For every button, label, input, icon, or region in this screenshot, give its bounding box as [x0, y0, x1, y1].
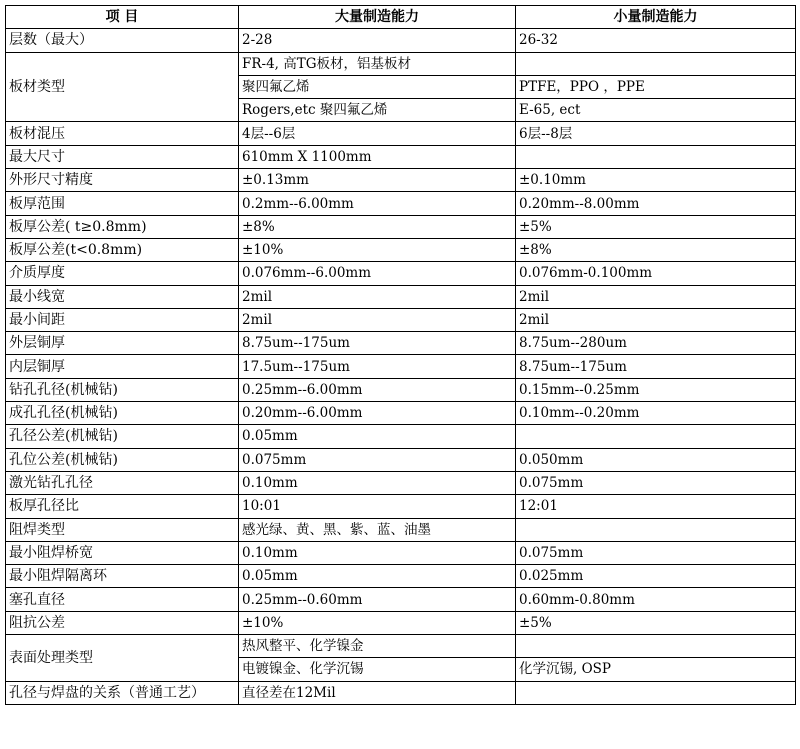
bulk-value: 2mil	[239, 285, 516, 308]
row-label: 外层铜厚	[6, 332, 239, 355]
row-label: 最小阻焊隔离环	[6, 565, 239, 588]
small-value	[516, 52, 796, 75]
small-value: 0.20mm--8.00mm	[516, 192, 796, 215]
table-row	[6, 565, 796, 588]
small-value: ±8%	[516, 238, 796, 261]
small-value: 6层--8层	[516, 122, 796, 145]
bulk-value: 0.25mm--6.00mm	[239, 378, 516, 401]
bulk-value: 10:01	[239, 495, 516, 518]
row-label: 层数（最大）	[6, 29, 239, 52]
row-label: 激光钻孔孔径	[6, 471, 239, 494]
bulk-value: Rogers,etc 聚四氟乙烯	[239, 99, 516, 122]
row-label: 成孔孔径(机械钻)	[6, 402, 239, 425]
header-row	[6, 6, 796, 29]
small-value: 0.10mm--0.20mm	[516, 402, 796, 425]
small-value: E-65, ect	[516, 99, 796, 122]
table-row	[6, 332, 796, 355]
small-value: 0.15mm--0.25mm	[516, 378, 796, 401]
row-label: 内层铜厚	[6, 355, 239, 378]
table-row	[6, 308, 796, 331]
table-row	[6, 29, 796, 52]
bulk-value: ±0.13mm	[239, 169, 516, 192]
table-row	[6, 448, 796, 471]
bulk-value: 610mm X 1100mm	[239, 145, 516, 168]
row-label: 介质厚度	[6, 262, 239, 285]
row-label: 板厚孔径比	[6, 495, 239, 518]
row-label: 最小线宽	[6, 285, 239, 308]
capability-table	[5, 5, 796, 705]
row-label: 板材类型	[6, 52, 239, 122]
small-value: 12:01	[516, 495, 796, 518]
table-row	[6, 145, 796, 168]
small-value: 0.025mm	[516, 565, 796, 588]
small-value	[516, 145, 796, 168]
small-value: ±5%	[516, 611, 796, 634]
table-row	[6, 518, 796, 541]
table-row	[6, 378, 796, 401]
row-label: 孔径公差(机械钻)	[6, 425, 239, 448]
bulk-value: 0.05mm	[239, 425, 516, 448]
table-row	[6, 355, 796, 378]
bulk-value: 17.5um--175um	[239, 355, 516, 378]
bulk-value: 4层--6层	[239, 122, 516, 145]
header-small: 小量制造能力	[516, 6, 796, 29]
small-value: 26-32	[516, 29, 796, 52]
small-value: PTFE，PPO ，PPE	[516, 75, 796, 98]
small-value: 2mil	[516, 308, 796, 331]
table-row	[6, 495, 796, 518]
row-label: 最小间距	[6, 308, 239, 331]
table-row	[6, 169, 796, 192]
bulk-value: 2-28	[239, 29, 516, 52]
row-label: 板厚公差(t<0.8mm)	[6, 238, 239, 261]
row-label: 板厚范围	[6, 192, 239, 215]
bulk-value: ±10%	[239, 238, 516, 261]
row-label: 板厚公差( t≥0.8mm)	[6, 215, 239, 238]
table-row	[6, 215, 796, 238]
row-label: 表面处理类型	[6, 635, 239, 682]
bulk-value: FR-4, 高TG板材，铝基板材	[239, 52, 516, 75]
table-row	[6, 425, 796, 448]
bulk-value: 热风整平、化学镍金	[239, 635, 516, 658]
small-value: 0.075mm	[516, 471, 796, 494]
row-label: 塞孔直径	[6, 588, 239, 611]
row-label: 外形尺寸精度	[6, 169, 239, 192]
bulk-value: 0.25mm--0.60mm	[239, 588, 516, 611]
small-value: 0.075mm	[516, 541, 796, 564]
row-label: 阻抗公差	[6, 611, 239, 634]
bulk-value: 聚四氟乙烯	[239, 75, 516, 98]
small-value: ±5%	[516, 215, 796, 238]
bulk-value: 直径差在12Mil	[239, 681, 516, 704]
bulk-value: 0.075mm	[239, 448, 516, 471]
small-value	[516, 635, 796, 658]
table-row	[6, 635, 796, 658]
small-value	[516, 518, 796, 541]
bulk-value: 电镀镍金、化学沉锡	[239, 658, 516, 681]
bulk-value: 0.10mm	[239, 541, 516, 564]
table-row	[6, 471, 796, 494]
row-label: 孔径与焊盘的关系（普通工艺）	[6, 681, 239, 704]
table-row	[6, 262, 796, 285]
table-row	[6, 285, 796, 308]
bulk-value: 0.10mm	[239, 471, 516, 494]
row-label: 最小阻焊桥宽	[6, 541, 239, 564]
table-row	[6, 402, 796, 425]
bulk-value: ±10%	[239, 611, 516, 634]
bulk-value: 2mil	[239, 308, 516, 331]
small-value	[516, 681, 796, 704]
table-row	[6, 588, 796, 611]
small-value: 8.75um--175um	[516, 355, 796, 378]
small-value: 化学沉锡, OSP	[516, 658, 796, 681]
row-label: 钻孔孔径(机械钻)	[6, 378, 239, 401]
small-value	[516, 425, 796, 448]
small-value: 0.60mm-0.80mm	[516, 588, 796, 611]
small-value: 2mil	[516, 285, 796, 308]
table-row	[6, 541, 796, 564]
table-row	[6, 122, 796, 145]
small-value: 0.076mm-0.100mm	[516, 262, 796, 285]
table-row	[6, 192, 796, 215]
row-label: 板材混压	[6, 122, 239, 145]
row-label: 孔位公差(机械钻)	[6, 448, 239, 471]
table-row	[6, 681, 796, 704]
row-label: 最大尺寸	[6, 145, 239, 168]
table-row	[6, 238, 796, 261]
bulk-value: 0.076mm--6.00mm	[239, 262, 516, 285]
table-row	[6, 611, 796, 634]
bulk-value: 8.75um--175um	[239, 332, 516, 355]
small-value: 8.75um--280um	[516, 332, 796, 355]
small-value: 0.050mm	[516, 448, 796, 471]
header-item: 项 目	[6, 6, 239, 29]
bulk-value: 0.05mm	[239, 565, 516, 588]
bulk-value: 0.20mm--6.00mm	[239, 402, 516, 425]
table-row	[6, 52, 796, 75]
row-label: 阻焊类型	[6, 518, 239, 541]
header-bulk: 大量制造能力	[239, 6, 516, 29]
small-value: ±0.10mm	[516, 169, 796, 192]
bulk-value: 0.2mm--6.00mm	[239, 192, 516, 215]
bulk-value: 感光绿、黄、黑、紫、蓝、油墨	[239, 518, 516, 541]
bulk-value: ±8%	[239, 215, 516, 238]
